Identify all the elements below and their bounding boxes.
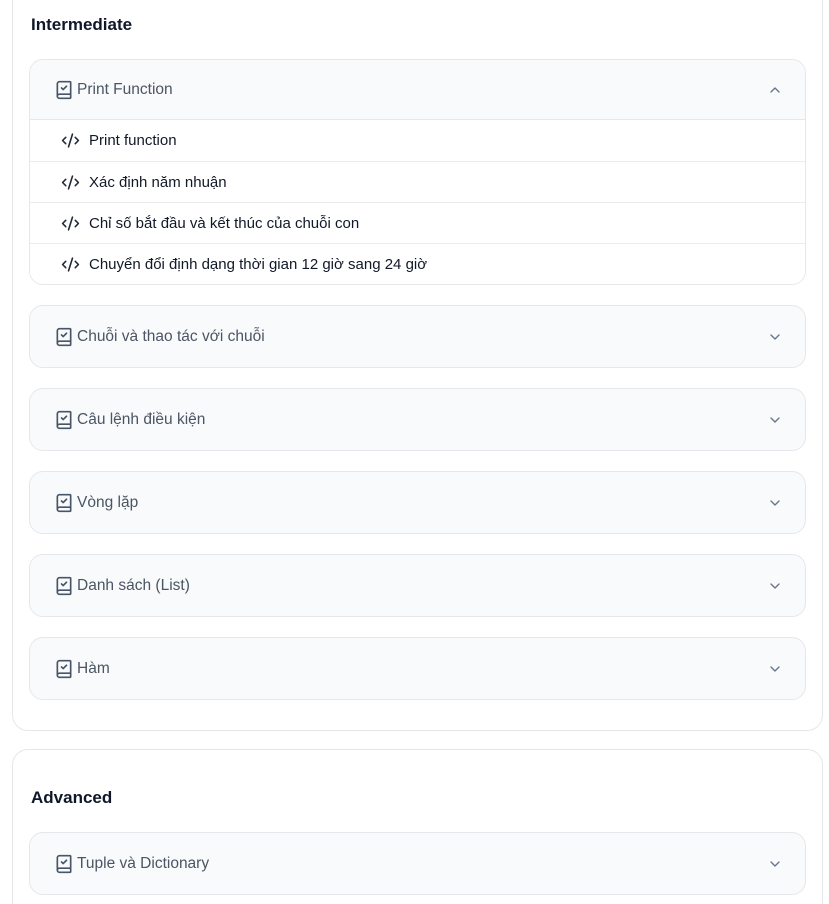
chevron-down-icon — [767, 661, 783, 677]
lesson-label: Chỉ số bắt đầu và kết thúc của chuỗi con — [89, 214, 360, 232]
code-xml-icon — [61, 131, 80, 150]
module-card-print-function — [29, 59, 806, 285]
lesson-row[interactable] — [30, 243, 805, 284]
module-label: Danh sách (List) — [77, 576, 190, 594]
module-header-tuple-dictionary[interactable] — [30, 833, 805, 894]
module-label: Hàm — [77, 659, 110, 677]
book-check-icon — [54, 576, 74, 596]
lesson-list — [30, 120, 805, 284]
book-check-icon — [54, 854, 74, 874]
lesson-row[interactable] — [30, 161, 805, 202]
section-card-intermediate — [12, 0, 823, 731]
lesson-label: Print function — [89, 132, 177, 149]
code-xml-icon — [61, 214, 80, 233]
section-title: Advanced — [31, 788, 113, 807]
module-card-ham — [29, 637, 806, 700]
module-label: Tuple và Dictionary — [77, 854, 210, 872]
book-check-icon — [54, 327, 74, 347]
module-header-ham[interactable] — [30, 638, 805, 699]
chevron-down-icon — [767, 495, 783, 511]
module-card-cau-lenh — [29, 388, 806, 451]
module-label: Câu lệnh điều kiện — [77, 410, 206, 428]
chevron-down-icon — [767, 329, 783, 345]
lesson-row[interactable] — [30, 202, 805, 243]
module-header-chuoi[interactable] — [30, 306, 805, 367]
module-header-cau-lenh[interactable] — [30, 389, 805, 450]
module-header-danh-sach[interactable] — [30, 555, 805, 616]
lesson-row[interactable] — [30, 120, 805, 161]
section-card-advanced — [12, 749, 823, 904]
book-check-icon — [54, 659, 74, 679]
code-xml-icon — [61, 255, 80, 274]
module-header-print-function[interactable] — [30, 60, 805, 120]
module-header-vong-lap[interactable] — [30, 472, 805, 533]
chevron-down-icon — [767, 578, 783, 594]
section-title: Intermediate — [31, 15, 133, 34]
lesson-label: Chuyển đổi định dạng thời gian 12 giờ sang 24 giờ — [89, 255, 428, 273]
book-check-icon — [54, 410, 74, 430]
chevron-down-icon — [767, 856, 783, 872]
book-check-icon — [54, 80, 74, 100]
chevron-up-icon — [767, 82, 783, 98]
module-label: Print Function — [77, 80, 173, 98]
module-card-vong-lap — [29, 471, 806, 534]
chevron-down-icon — [767, 412, 783, 428]
module-label: Vòng lặp — [77, 493, 139, 511]
lesson-label: Xác định năm nhuận — [89, 173, 227, 191]
code-xml-icon — [61, 173, 80, 192]
module-card-danh-sach — [29, 554, 806, 617]
book-check-icon — [54, 493, 74, 513]
module-label: Chuỗi và thao tác với chuỗi — [77, 327, 265, 345]
module-card-chuoi — [29, 305, 806, 368]
module-card-tuple-dictionary — [29, 832, 806, 895]
